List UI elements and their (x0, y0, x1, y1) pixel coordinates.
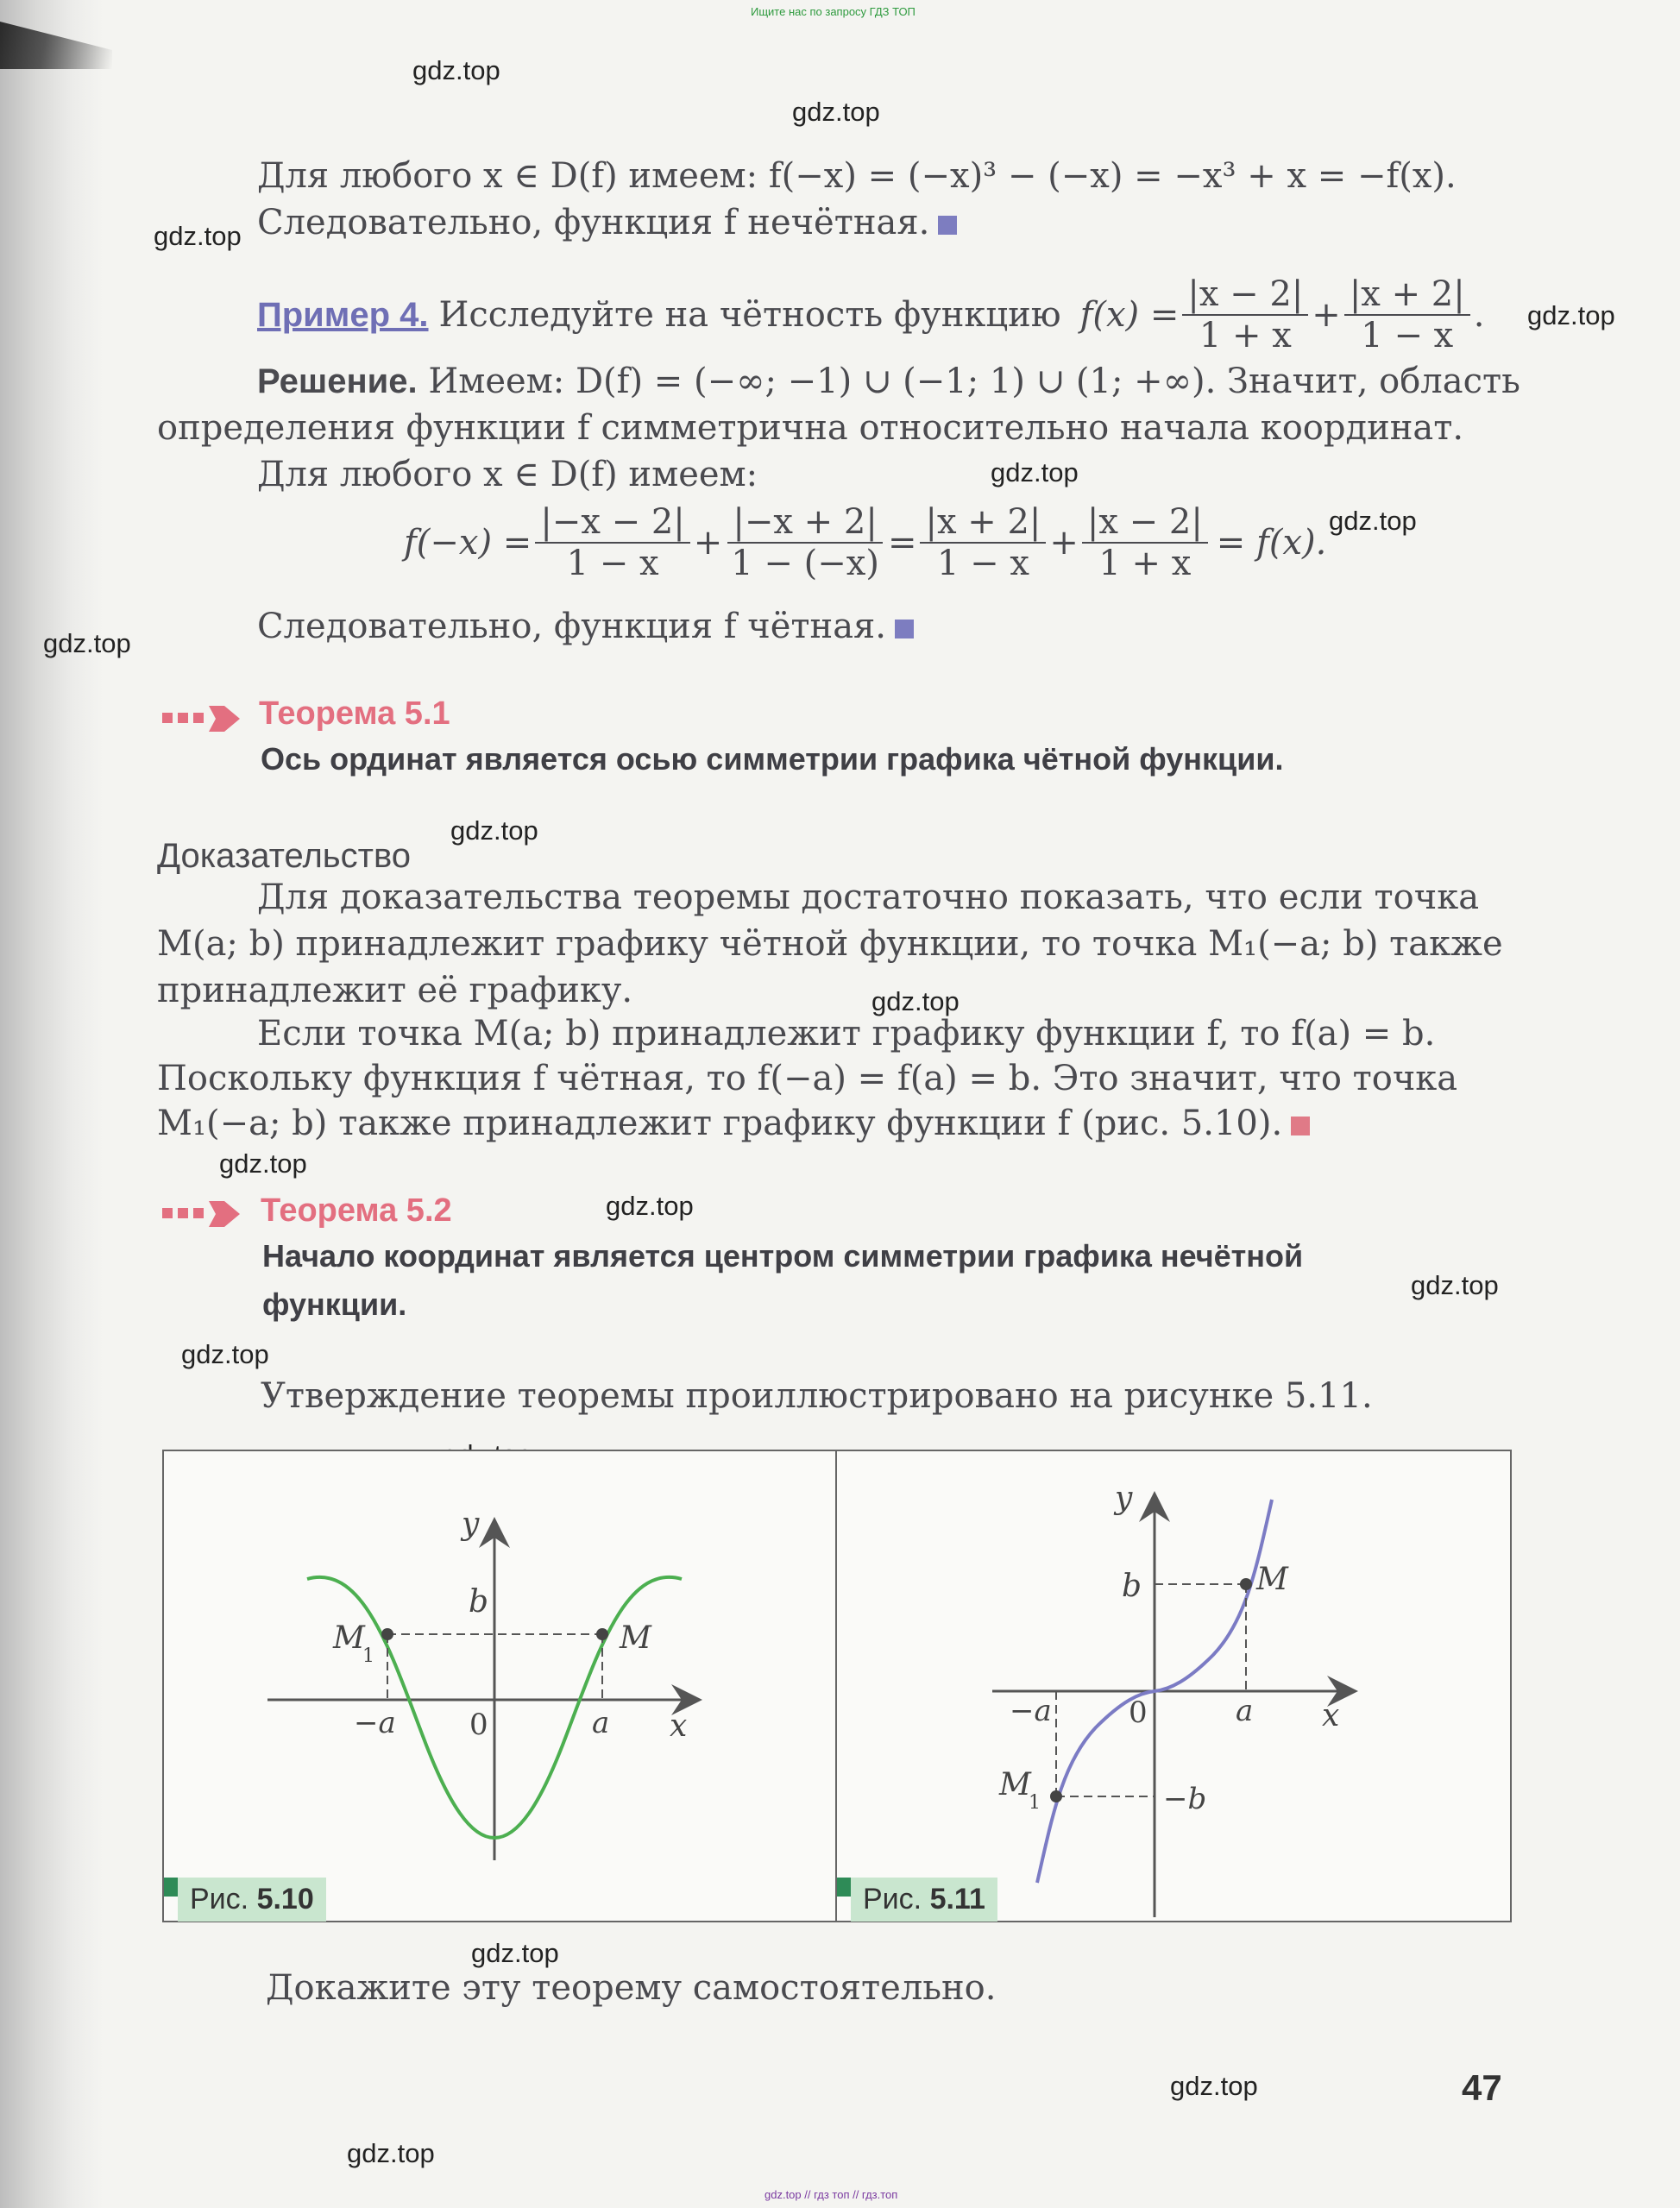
ex4-f-lhs: f(x) = (1079, 295, 1180, 335)
frac-denominator: 1 + x (1098, 544, 1192, 583)
ex4-conclusion: Следовательно, функция f чётная. (257, 607, 886, 646)
M1-label: M (999, 1767, 1031, 1802)
watermark: gdz.top (412, 55, 500, 85)
b-label: b (1122, 1569, 1142, 1604)
frac-numerator: |x + 2| (920, 502, 1046, 544)
end-mark-icon (895, 620, 914, 638)
eq-frac2 (726, 502, 884, 583)
ex4-sol-line1 (257, 359, 1520, 404)
sol-line1-text: Имеем: D(f) = (−∞; −1) ∪ (−1; 1) ∪ (1; +∞). Значит, область (428, 362, 1520, 401)
watermark: gdz.top (347, 2138, 435, 2168)
figure-5-10 (162, 1450, 839, 1922)
watermark: gdz.top (219, 1148, 307, 1179)
fig510-label (178, 1878, 326, 1922)
end-mark-icon (938, 216, 957, 235)
ex3-line2-text: Следовательно, функция f нечётная. (257, 203, 930, 242)
watermark: gdz.top (1170, 2071, 1258, 2101)
fig-label-prefix: Рис. (190, 1883, 249, 1915)
a-label: a (1236, 1694, 1254, 1728)
frac-numerator: |x − 2| (1082, 502, 1208, 544)
watermark: gdz.top (450, 815, 538, 846)
watermark: gdz.top (1411, 1270, 1499, 1300)
frac-denominator: 1 + x (1199, 316, 1292, 355)
theorem1-statement: Ось ординат является осью симметрии графика чётной функции. (261, 741, 1284, 777)
watermark: gdz.top (792, 97, 880, 127)
fig-label-number: 5.10 (256, 1883, 314, 1915)
proof-p1-l1: Для доказательства теоремы достаточно показать, что если точка (257, 878, 1480, 917)
point-M (596, 1628, 608, 1640)
y-label: y (1115, 1481, 1133, 1516)
ex4-task: Исследуйте на чётность функцию (438, 295, 1061, 335)
M1-subscript: 1 (362, 1645, 374, 1667)
proof-p2-l1: Если точка M(a; b) принадлежит графику функции f, то f(a) = b. (257, 1014, 1436, 1054)
book-spine-shadow (0, 0, 104, 2208)
eq-frac3 (920, 502, 1046, 583)
ex3-line2 (257, 200, 957, 245)
watermark: gdz.top (991, 457, 1079, 488)
M-label: M (620, 1620, 651, 1656)
frac-denominator: 1 − (−x) (731, 544, 879, 583)
neg-a-label: −a (354, 1706, 396, 1740)
page-number: 47 (1462, 2067, 1502, 2108)
fig510-plot (164, 1451, 837, 1921)
y-label: y (462, 1507, 480, 1542)
watermark: gdz.top (1527, 300, 1615, 330)
proof-p2-l3: M₁(−a; b) также принадлежит графику функции f (рис. 5.10). (157, 1104, 1283, 1143)
proof-heading: Доказательство (157, 837, 412, 875)
eq-frac4 (1082, 502, 1208, 583)
eq-lhs: f(−x) = (404, 523, 532, 563)
ex4-sol-line3: Для любого x ∈ D(f) имеем: (257, 455, 758, 494)
origin-label: 0 (469, 1708, 488, 1742)
theorem1-title: Теорема 5.1 (259, 695, 450, 732)
theorem-arrow-icon (162, 1196, 242, 1232)
proof-p2-l3-line (157, 1101, 1310, 1146)
ex4-frac2 (1344, 274, 1470, 355)
fig511-label (851, 1878, 997, 1922)
watermark: gdz.top (181, 1339, 269, 1369)
neg-b-label: −b (1163, 1782, 1207, 1816)
watermark: gdz.top (43, 628, 131, 658)
watermark: gdz.top (471, 1938, 559, 1968)
theorem2-statement-l1: Начало координат является центром симметрии графика нечётной (262, 1238, 1304, 1274)
header-note: Ищите нас по запросу ГДЗ ТОП (751, 5, 916, 18)
proof-p1-l3: принадлежит её графику. (157, 971, 633, 1010)
fig-label-number: 5.11 (929, 1883, 985, 1915)
end-mark-icon (1291, 1117, 1310, 1135)
proof-p2-l2: Поскольку функция f чётная, то f(−a) = f(a) = b. Это значит, что точка (157, 1059, 1458, 1098)
ex3-line1: Для любого x ∈ D(f) имеем: f(−x) = (−x)³ − (−x) = −x³ + x = −f(x). (257, 156, 1457, 196)
frac-denominator: 1 − x (566, 544, 659, 583)
theorem2-statement-l2: функции. (262, 1286, 407, 1322)
footer-note: gdz.top // гдз топ // гдз.топ (764, 2188, 898, 2201)
frac-denominator: 1 − x (936, 544, 1029, 583)
x-label: x (670, 1708, 688, 1744)
point-M (1240, 1578, 1252, 1590)
figure-5-11 (835, 1450, 1512, 1922)
theorem2-title: Теорема 5.2 (261, 1192, 452, 1229)
proof-p1-l2: M(a; b) принадлежит графику чётной функции, то точка M₁(−a; b) также (157, 924, 1503, 964)
M-label: M (1256, 1562, 1288, 1597)
frac-numerator: |−x − 2| (535, 502, 689, 544)
ex4-conclusion-line (257, 604, 914, 649)
illustration-note: Утверждение теоремы проиллюстрировано на рисунке 5.11. (261, 1376, 1373, 1416)
M1-subscript: 1 (1029, 1792, 1041, 1814)
point-M1 (381, 1628, 393, 1640)
point-M1 (1050, 1790, 1062, 1802)
watermark: gdz.top (154, 221, 242, 251)
eq-frac1 (535, 502, 689, 583)
solution-label: Решение. (257, 362, 418, 400)
ex4-task-line: Пример 4. Исследуйте на чётность функцию f(x) = $\frac{|x - 2|}{1 + x}$ + $\frac{|x + 2|}{1 - x}$ . (257, 274, 1485, 355)
fig511-plot (837, 1451, 1510, 1921)
ex4-frac1 (1182, 274, 1308, 355)
theorem-arrow-icon (162, 701, 242, 737)
ex4-sol-line2: определения функции f симметрична относительно начала координат. (157, 408, 1464, 448)
x-label: x (1322, 1698, 1340, 1733)
ex4-equation: f(−x) = $\frac{|-x - 2|}{1 - x}$ + $\frac{|-x + 2|}{1 - (-x)}$ = $\frac{|x + 2|}{1 - x}$ + $\frac{|x - 2|}{1 + x}$ = f(x). (404, 502, 1327, 583)
b-label: b (469, 1584, 489, 1620)
a-label: a (592, 1706, 610, 1740)
example-label: Пример 4. (257, 296, 429, 334)
M1-label: M (333, 1620, 365, 1656)
watermark: gdz.top (871, 986, 960, 1016)
fig-label-prefix: Рис. (863, 1883, 922, 1915)
eq-rhs: = f(x). (1216, 523, 1327, 563)
frac-numerator: |x − 2| (1182, 274, 1308, 316)
neg-a-label: −a (1010, 1694, 1052, 1728)
frac-denominator: 1 − x (1361, 316, 1454, 355)
frac-numerator: |−x + 2| (727, 502, 882, 544)
watermark: gdz.top (606, 1191, 694, 1221)
origin-label: 0 (1129, 1695, 1148, 1730)
closing-text: Докажите эту теорему самостоятельно. (266, 1968, 997, 2008)
frac-numerator: |x + 2| (1344, 274, 1470, 316)
watermark: gdz.top (1329, 506, 1417, 536)
